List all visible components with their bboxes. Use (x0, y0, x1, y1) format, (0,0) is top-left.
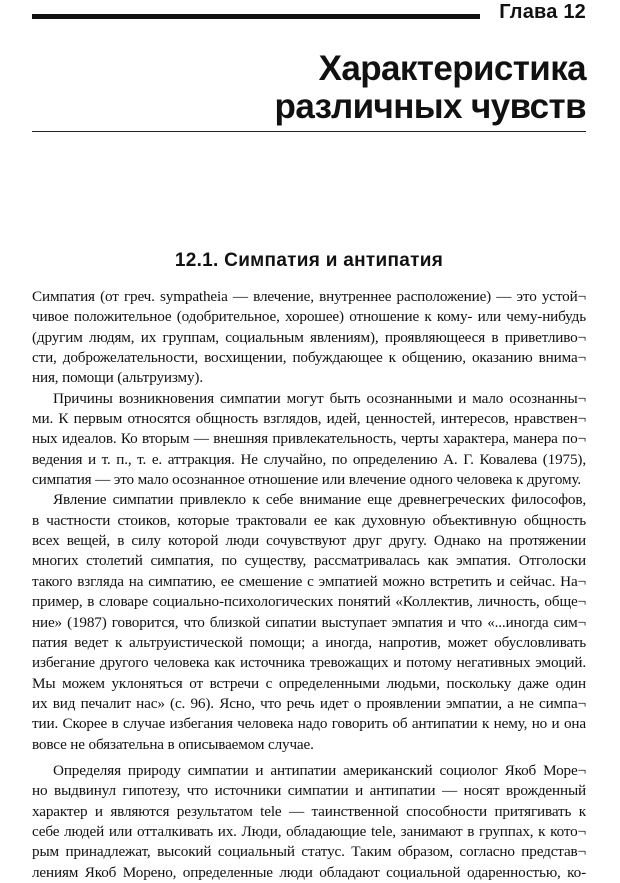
text-line: Причины возникновения симпатии могут быть осознанными и мало осознанны¬ (53, 389, 586, 407)
text-line: многих столетий симпатия, по существу, рассматривалась как эмпатия. Отголоски (32, 552, 586, 570)
paragraph-2 (32, 389, 586, 491)
paragraph-4 (32, 761, 586, 883)
header-rule (32, 14, 480, 19)
text-line: характер и являются результатом tele — таинственной способности притягивать к (32, 802, 586, 820)
text-line: ние» (1987) говорится, что близкой сипатии выступает эмпатия и что «...иногда сим¬ (32, 613, 586, 631)
text-line: лениям Якоб Морено, определенные люди обладают социальной одаренностью, ко- (32, 863, 586, 881)
text-line: всех вещей, в силу которой люди сочувствуют друг другу. Однако на протяжении (32, 532, 586, 550)
text-line: сти, доброжелательности, восхищении, побуждающее к общению, оказанию внима¬ (32, 349, 586, 367)
text-line: патия ведет к альтруистической помощи; а иногда, напротив, может обусловливать (32, 633, 586, 651)
title-rule (32, 131, 586, 132)
text-line: ных идеалов. Ко вторым — внешняя привлекательность, черты характера, манера по¬ (32, 430, 586, 448)
chapter-label: Глава 12 (499, 1, 586, 23)
text-line: в частности стоиков, которые трактовали ее как духовную объективную общность (32, 511, 586, 529)
paragraph-3 (32, 490, 586, 754)
text-line: ния, помощи (альтруизму). (32, 369, 203, 387)
text-line: Мы можем уклоняться от встречи с определенными людьми, поскольку даже один (32, 674, 586, 692)
body-text (32, 287, 586, 883)
text-line: тии. Скорее в случае избегания человека надо говорить об антипатии к нему, но и она (32, 715, 586, 733)
text-line: пример, в словаре социально-психологических понятий «Коллектив, личность, обще¬ (32, 593, 586, 611)
text-line: но выдвинул гипотезу, что источники симпатии и антипатии — носят врожденный (32, 782, 586, 800)
text-line: избегание другого человека как источника тревожащих и потому негативных эмоций. (32, 654, 586, 672)
chapter-title (275, 50, 586, 126)
text-line: Симпатия (от греч. sympatheia — влечение, внутреннее расположение) — это устой¬ (32, 288, 586, 305)
text-line: ведения и т. п., т. е. аттракция. Не случайно, по определению А. Г. Ковалева (1975), (32, 450, 586, 468)
text-line: вовсе не обязательна в описываемом случае. (32, 735, 314, 753)
text-line: себе людей или отталкивать их. Люди, обладающие tele, занимают в группах, к кото¬ (32, 822, 586, 840)
text-line: ми. К первым относятся общность взглядов, идей, ценностей, интересов, нравствен¬ (32, 410, 586, 428)
chapter-title-line-1: Характеристика (318, 49, 586, 88)
text-line: их вид печалит нас» (с. 96). Ясно, что речь идет о проявлении эмпатии, а не симпа¬ (32, 694, 586, 712)
text-line: Явление симпатии привлекло к себе внимание еще древнегреческих философов, (53, 491, 586, 509)
chapter-title-line-2: различных чувств (274, 87, 586, 126)
section-heading: 12.1. Симпатия и антипатия (174, 250, 444, 271)
text-line: такого взгляда на симпатию, ее смешение с эмпатией можно встретить и сейчас. На¬ (32, 572, 586, 590)
paragraph-1 (32, 287, 586, 389)
text-line: Определяя природу симпатии и антипатии американский социолог Якоб Море¬ (53, 761, 586, 779)
text-line: чивое положительное (одобрительное, хорошее) отношение к кому- или чему-нибудь (32, 308, 586, 326)
text-line: рым принадлежат, высокий социальный статус. Таким образом, согласно представ¬ (32, 843, 586, 861)
text-line: симпатия — это мало осознанное отношение или влечение одного человека к другому. (32, 471, 582, 489)
text-line: (другим людям, их группам, социальным явлениям), проявляющееся в приветливо¬ (32, 328, 586, 346)
